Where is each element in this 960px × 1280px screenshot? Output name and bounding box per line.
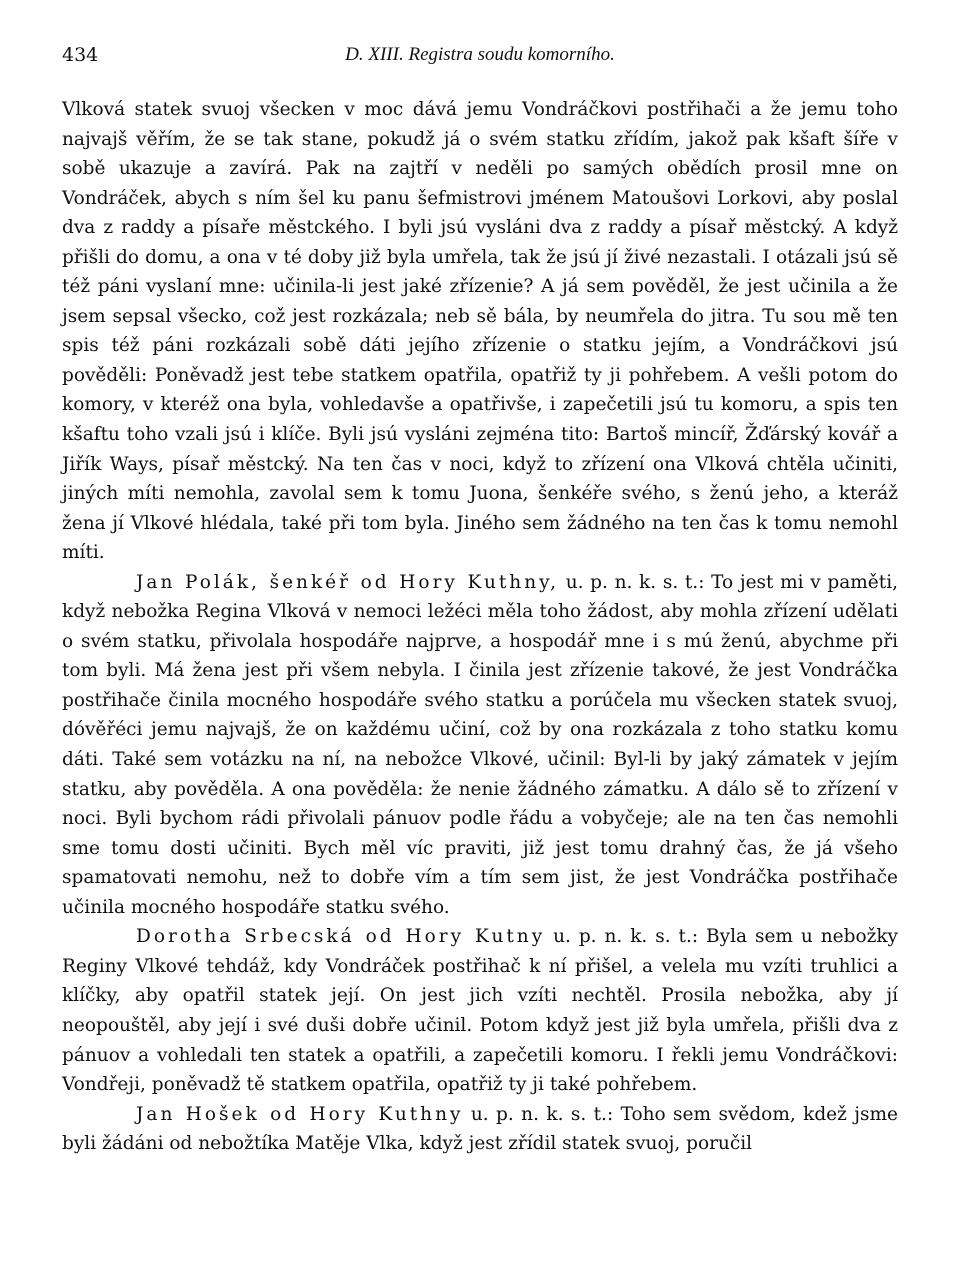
paragraph-text: u. p. n. k. s. t.: To jest mi v paměti, když nebožka Regina Vlková v nemoci ležéci měla toho žádost, aby mohla zřízení udělati o svém statku, přivolala hospodáře najprve, a hospodář mne i s mú ženú, abychme při tom byli. Má žena jest při všem nebyla. I činila jest zřízenie takové, že jest Vondráčka postřihače činila mocného hospodáře svého statku a porúčela mu všecken statek svuoj, dóvěřéci jemu najvajš, že on každému učiní, což by ona rozkázala z toho statku komu dáti. Také sem votázku na ní, na nebožce Vlkové, učinil: Byl-li by jaký zámatek v jejím statku, aby pověděla. A ona pověděla: že nenie žádného zámatku. A dálo sě to zřízení v noci. Byli bychom rádi přivolali pánuov podle řádu a vobyčeje; ale na ten čas nemohli sme tomu dosti učiniti. Bych měl víc praviti, již jest tomu drahný čas, že já všeho spamatovati nemohu, než to dobře vím a tím sem jist, že jest Vondráčka postřihače učinila mocného hospodáře statku svého. <box>62 571 898 918</box>
paragraph-text: Vlková statek svuoj všecken v moc dává jemu Vondráčkovi postřihači a že jemu toho najvajš věřím, že se tak stane, pokudž já o svém statku zřídím, jakož pak kšaft šíře v sobě ukazuje a zavírá. Pak na zajtří v neděli po samých obědích prosil mne on Vondráček, abych s ním šel ku panu šefmistrovi jménem Matoušovi Lorkovi, aby poslal dva z raddy a písaře městckého. I byli jsú vysláni dva z raddy a písař městcký. A když přišli do domu, a ona v té doby již byla umřela, tak že jsú jí živé nezastali. I otázali jsú sě též páni vyslaní mne: učinila-li jest jaké zřízenie? A já sem pověděl, že jest učinila a že jsem sepsal všecko, což jest rozkázala; neb sě bála, by neumřela do jitra. Tu sou mě ten spis též páni rozkázali sobě dáti jejího zřízenie o statku jejím, a Vondráčkovi jsú pověděli: Poněvadž jest tebe statkem opatřila, opatřiž ty ji pohřebem. A vešli potom do komory, v kteréž ona byla, vohledavše a opatřivše, i zapečetili jsú tu komoru, a spis ten kšaftu toho vzali jsú i klíče. Byli jsú vysláni zejména tito: Bartoš mincíř, Žďárský kovář a Jiřík Ways, písař městcký. Na ten čas v noci, když to zřízení ona Vlková chtěla učiniti, jiných míti nemohla, zavolal sem k tomu Juona, šenkéře svého, s ženú jeho, a kteráž žena jí Vlkové hlédala, také při tom byla. Jiného sem žádného na ten čas k tomu nemohl míti. <box>62 99 898 564</box>
testimony-paragraph <box>62 1100 898 1159</box>
paragraph-text: u. p. n. k. s. t.: Toho sem svědom, kdež jsme byli žádáni od nebožtíka Matěje Vlka, když jest zřídil statek svuoj, poručil <box>62 1103 898 1155</box>
paragraph-text: u. p. n. k. s. t.: Byla sem u nebožky Reginy Vlkové tehdáž, kdy Vondráček postřihač k ní přišel, a velela mu vzíti truhlici a klíčky, aby opatřil statek její. On jest jich vzíti nechtěl. Prosila nebožka, aby jí neopouštěl, aby její i své duši dobře učinil. Potom když jest již byla umřela, přišli dva z pánuov a vohledali ten statek a opatřili, a zapečetili komoru. I řekli jemu Vondráčkovi: Vondřeji, poněvadž tě statkem opatřila, opatřiž ty ji také pohřebem. <box>62 926 898 1096</box>
body-text <box>62 95 898 1159</box>
paragraph <box>62 95 898 568</box>
testimony-paragraph <box>62 568 898 923</box>
running-title: D. XIII. Registra soudu komorního. <box>345 44 615 65</box>
testimony-paragraph <box>62 922 898 1099</box>
page-number: 434 <box>62 44 99 66</box>
witness-name: Dorotha Srbecská od Hory Kutny <box>136 926 546 948</box>
witness-name: Jan Hošek od Hory Kuthny <box>136 1103 464 1125</box>
witness-name: Jan Polák, šenkéř od Hory Kuthny, <box>136 571 560 593</box>
running-head <box>62 44 898 74</box>
